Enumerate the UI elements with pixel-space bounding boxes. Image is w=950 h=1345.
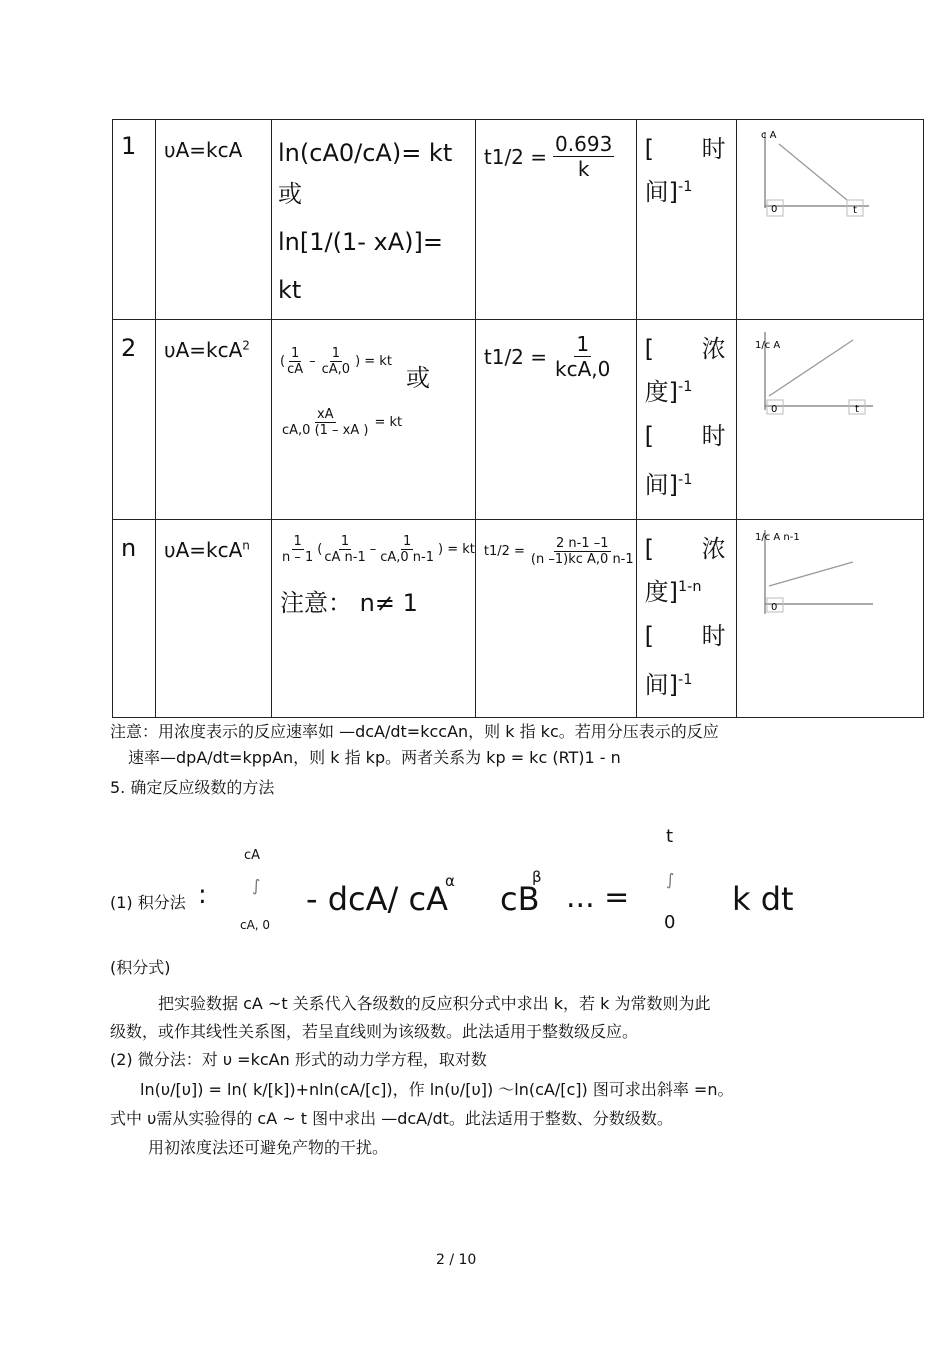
integrand: - dcA/ cA — [306, 880, 448, 918]
unit-line: [ 时 — [644, 422, 726, 450]
y-axis-label: 1/c A n-1 — [754, 532, 800, 543]
order-label: 2 — [121, 334, 137, 362]
paragraph-line: 用初浓度法还可避免产物的干扰。 — [148, 1138, 389, 1157]
order-restriction-note: 注意： n≠ 1 — [280, 589, 418, 617]
paragraph-line: 式中 υ需从实验得的 cA ~ t 图中求出 —dcA/dt。此法适用于整数、分数级数。 — [110, 1109, 673, 1128]
differential-method-line: (2) 微分法：对 υ =kcAn 形式的动力学方程，取对数 — [110, 1050, 487, 1069]
paragraph-line: 把实验数据 cA ~t 关系代入各级数的反应积分式中求出 k，若 k 为常数则为此 — [158, 994, 711, 1013]
y-axis-label: 1/c A — [754, 340, 780, 351]
t-integral-sign: ∫ — [666, 870, 675, 889]
paragraph-line: 级数，或作其线性关系图，若呈直线则为该级数。此法适用于整数级反应。 — [110, 1022, 639, 1041]
k-dt: k dt — [732, 880, 794, 918]
x-axis-label: t — [854, 404, 859, 415]
integral-method-colon: : — [198, 880, 207, 910]
beta-exponent: β — [532, 868, 542, 886]
half-life-formula — [484, 132, 636, 181]
t-lower-limit: 0 — [664, 912, 676, 933]
log-formula-line: ln(υ/[υ]) = ln( k/[k])+nln(cA/[c])，作 ln(υ/[υ]) ～ln(cA/[c]) 图可求出斜率 =n。 — [140, 1080, 734, 1099]
half-life-formula: t1/2 = $\frac{1}{\text{kcA,0}}$ — [483, 332, 611, 381]
origin-label: 0 — [770, 204, 778, 215]
unit-line: 度]$^{-1}$ — [644, 378, 693, 406]
second-order-plot — [749, 326, 899, 436]
unit-line: [ 时 — [644, 135, 726, 163]
first-order-plot — [749, 124, 899, 234]
section-title: 5. 确定反应级数的方法 — [110, 778, 275, 797]
order-label: n — [121, 534, 137, 562]
unit-line: 间]$^{-1}$ — [644, 178, 693, 206]
half-life-lhs: t1/2 = — [483, 144, 548, 169]
integral-line: ln(cA0/cA)= kt — [278, 139, 453, 167]
rate-equation: υA=kcA$^2$ — [164, 338, 250, 362]
integral-line: kt — [278, 276, 302, 304]
unit-line: [ 浓 — [644, 535, 726, 563]
units-note-line2: 速率—dpA/dt=kppAn，则 k 指 kp。两者关系为 kp = kc (RT)1 - n — [128, 748, 621, 767]
integral-caption: (积分式) — [110, 958, 171, 977]
unit-line: [ 时 — [644, 622, 726, 650]
table-row-second-order — [113, 320, 924, 520]
integral-or: 或 — [405, 364, 430, 392]
x-axis-label: t — [852, 205, 857, 216]
rate-equation: υA=kcA$^n$ — [164, 538, 250, 562]
y-axis-label: c A — [760, 130, 777, 141]
unit-line: 间]$^{-1}$ — [644, 471, 693, 499]
upper-limit: cA — [244, 848, 261, 863]
integral-formula-a: ( $\frac{1}{cA}$ – $\frac{1}{cA,0}$ ) = kt 或 — [280, 346, 430, 392]
cb-term: cB — [500, 880, 540, 918]
integral-formula-b: $\frac{xA}{cA,0 (1 - xA )}$ = kt — [282, 407, 403, 438]
table-row-first-order — [113, 120, 924, 320]
order-label: 1 — [121, 132, 137, 160]
integral-formula-a: $\frac{1}{n - 1}$ ( $\frac{1}{\text{cA n-1}}$ – $\frac{1}{cA,0 n-1}$ ) = kt — [282, 534, 475, 565]
half-life-denominator: k — [577, 157, 590, 181]
origin-label: 0 — [770, 602, 778, 613]
units-note-line1: 注意：用浓度表示的反应速率如 —dcA/dt=kccAn，则 k 指 kc。若用分压表示的反应 — [110, 722, 719, 741]
unit-line: 度]$^{1-n}$ — [644, 578, 702, 606]
alpha-exponent: α — [445, 872, 455, 890]
rate-equation: υA=kcA — [164, 138, 243, 162]
rate-law-table — [112, 119, 924, 718]
lower-limit: cA, 0 — [240, 918, 271, 932]
table-row-nth-order — [113, 520, 924, 718]
integral-sign: ∫ — [252, 876, 261, 895]
ellipsis-equals: ... = — [566, 880, 630, 915]
integral-or: 或 — [278, 180, 302, 208]
half-life-numerator: 0.693 — [555, 132, 613, 156]
half-life-formula: t1/2 = $\frac{2 n-1 -1}{\text{(n –1)kc A,0 n-1}}$ — [483, 536, 634, 567]
nth-order-plot — [749, 524, 899, 634]
origin-label: 0 — [770, 404, 778, 415]
page-number: 2 / 10 — [436, 1252, 477, 1268]
unit-line: [ 浓 — [644, 335, 726, 363]
integral-line: ln[1/(1- xA)]= — [278, 228, 443, 256]
t-upper-limit: t — [666, 826, 674, 847]
unit-line: 间]$^{-1}$ — [644, 671, 693, 699]
integral-method-label: (1) 积分法 — [110, 893, 186, 912]
